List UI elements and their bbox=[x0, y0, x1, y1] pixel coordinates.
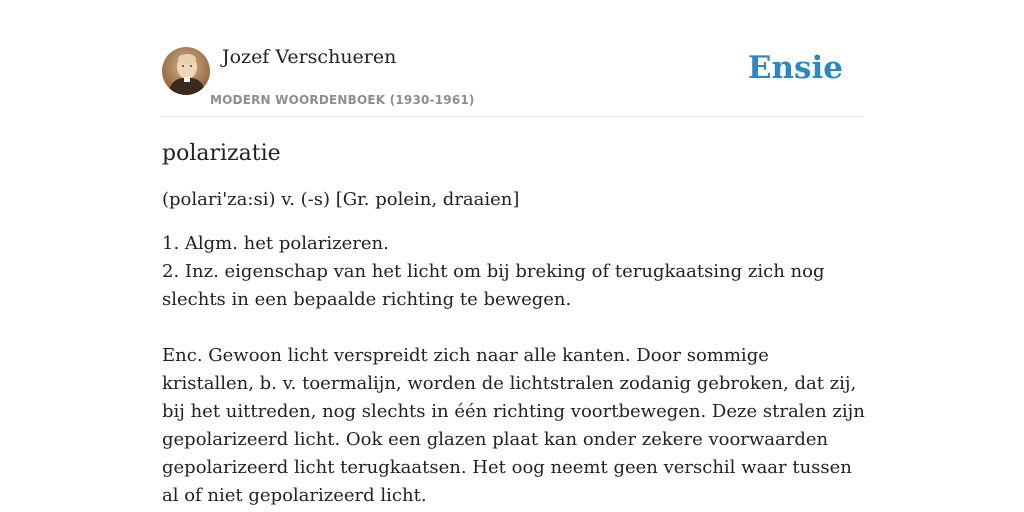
encyclopedic-note: Enc. Gewoon licht verspreidt zich naar alle kanten. Door sommige kristallen, b. v. toermalijn, worden de lichtstralen zodanig gebroken, dat zij, bij het uittreden, nog slechts in één richting voortbewegen. Deze stralen zijn gepolarizeerd licht. Ook een glazen plaat kan onder zekere voorwaarden gepolarizeerd licht terugkaatsen. Het oog neemt geen verschil waar tussen al of niet gepolarizeerd licht. bbox=[162, 345, 865, 506]
entry-header bbox=[162, 40, 862, 117]
entry-term: polarizatie bbox=[162, 141, 281, 166]
portrait-image bbox=[162, 47, 210, 95]
author-avatar[interactable] bbox=[162, 47, 210, 95]
source-label[interactable]: MODERN WOORDENBOEK (1930-1961) bbox=[210, 93, 475, 107]
ensie-logo[interactable]: Ensie bbox=[747, 50, 843, 86]
entry-content bbox=[162, 136, 866, 510]
entry-pronunciation: (polari'za:si) v. (-s) [Gr. polein, draaien] bbox=[162, 189, 520, 210]
definition-list bbox=[162, 230, 866, 314]
definition-item: 2. Inz. eigenschap van het licht om bij breking of terugkaatsing zich nog slechts in een bepaalde richting te bewegen. bbox=[162, 261, 825, 310]
definition-item: 1. Algm. het polarizeren. bbox=[162, 233, 389, 254]
author-name[interactable]: Jozef Verschueren bbox=[222, 46, 397, 68]
